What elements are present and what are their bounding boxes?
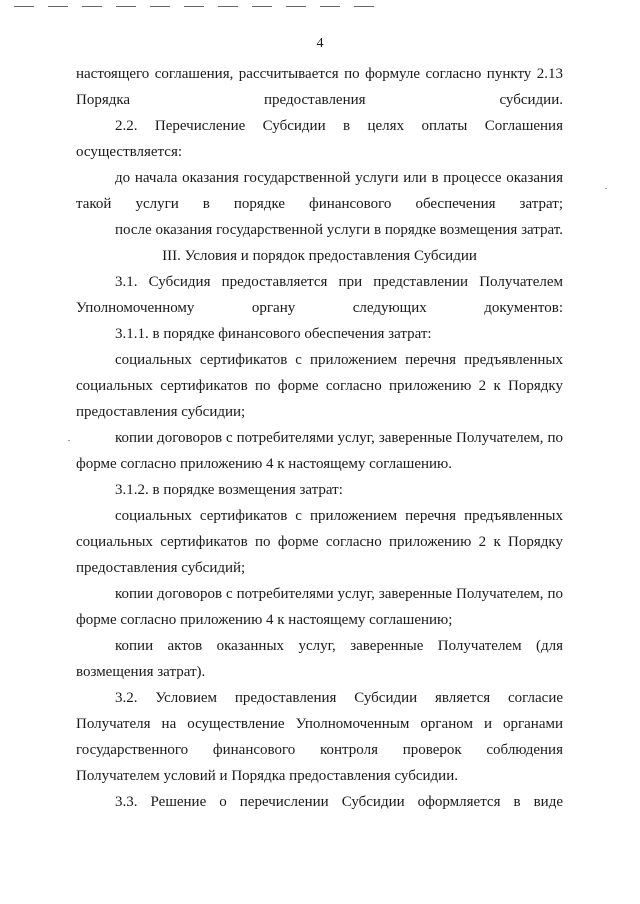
paragraph: 3.1. Субсидия предоставляется при представлении Получателем Уполномоченному органу следующих документов: [76,274,563,316]
scan-speck [605,188,607,189]
document-body [76,61,563,815]
paragraph: копии договоров с потребителями услуг, заверенные Получателем, по форме согласно приложению 4 к настоящему соглашению; [76,586,563,628]
paragraph: социальных сертификатов с приложением перечня предъявленных социальных сертификатов по форме согласно приложению 2 к Порядку предоставления субсидий; [76,508,563,576]
paragraph: до начала оказания государственной услуги или в процессе оказания такой услуги в порядке финансового обеспечения затрат; [76,170,563,212]
paragraph: копии актов оказанных услуг, заверенные Получателем (для возмещения затрат). [76,638,563,680]
paragraph: 3.1.2. в порядке возмещения затрат: [115,482,343,498]
paragraph: настоящего соглашения, рассчитывается по формуле согласно пункту 2.13 Порядка предоставления субсидии. [76,66,563,108]
paragraph: социальных сертификатов с приложением перечня предъявленных социальных сертификатов по форме согласно приложению 2 к Порядку предоставления субсидии; [76,352,563,420]
scan-speck [68,440,70,441]
section-heading: III. Условия и порядок предоставления Субсидии [162,248,477,264]
top-dash-line [14,6,374,8]
paragraph: 3.2. Условием предоставления Субсидии является согласие Получателя на осуществление Уполномоченным органом и органами государственного финансового контроля проверок соблюдения Получателем условий и Порядка предоставления субсидии. [76,690,563,784]
paragraph: 2.2. Перечисление Субсидии в целях оплаты Соглашения осуществляется: [76,118,563,160]
paragraph: 3.3. Решение о перечислении Субсидии оформляется в виде [115,794,563,810]
paragraph: копии договоров с потребителями услуг, заверенные Получателем, по форме согласно приложению 4 к настоящему соглашению. [76,430,563,472]
paragraph: 3.1.1. в порядке финансового обеспечения затрат: [115,326,432,342]
paragraph: после оказания государственной услуги в порядке возмещения затрат. [115,222,563,238]
page-number: 4 [316,36,324,51]
